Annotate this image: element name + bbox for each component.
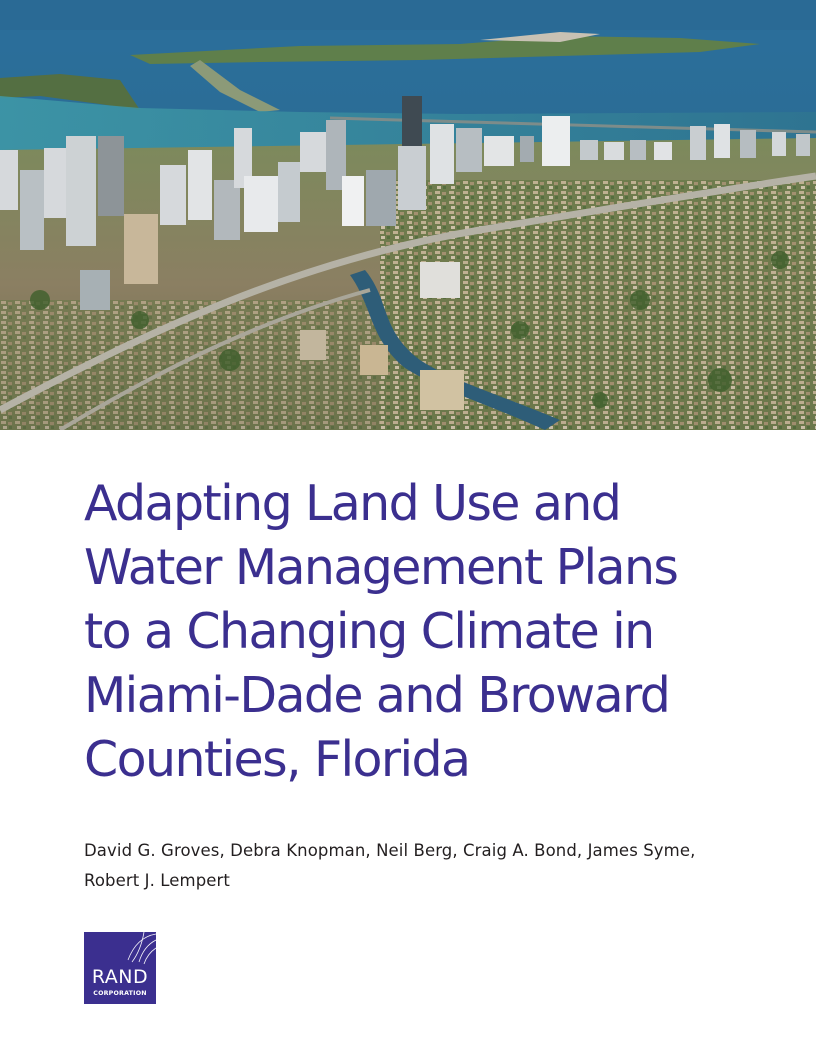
rand-logo bbox=[84, 932, 156, 1004]
report-title bbox=[84, 472, 784, 792]
rand-wordmark: RAND bbox=[91, 966, 149, 988]
rand-subtitle: CORPORATION bbox=[93, 990, 147, 997]
title-line: to a Changing Climate in bbox=[84, 603, 654, 660]
title-line: Counties, Florida bbox=[84, 731, 470, 788]
title-line: Water Management Plans bbox=[84, 539, 678, 596]
title-line: Miami-Dade and Broward bbox=[84, 667, 670, 724]
author-line: David G. Groves, Debra Knopman, Neil Berg, Craig A. Bond, James Syme, bbox=[84, 841, 696, 860]
author-list bbox=[84, 836, 764, 896]
title-line: Adapting Land Use and bbox=[84, 475, 621, 532]
author-line: Robert J. Lempert bbox=[84, 871, 231, 890]
aerial-city-photo-icon bbox=[0, 0, 816, 430]
cover-photo bbox=[0, 0, 816, 430]
